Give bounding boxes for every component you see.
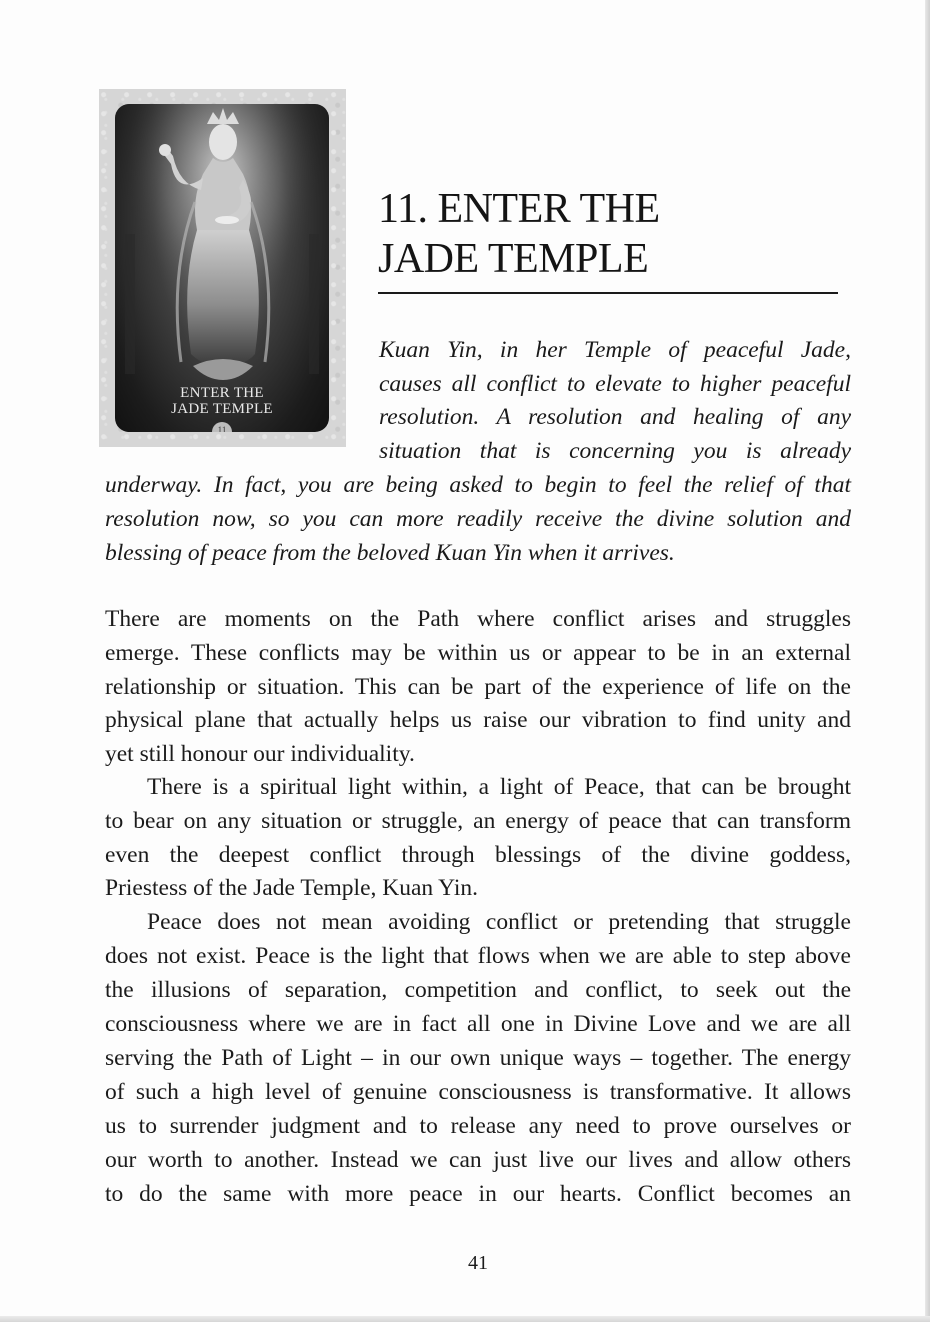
intro-line: causes all conflict to elevate to higher peaceful <box>379 371 851 397</box>
body-line: physical plane that actually helps us raise our vibration to find unity and <box>105 707 851 733</box>
page-bottom-shadow <box>0 1316 930 1322</box>
body-line: of such a high level of genuine consciousness is transformative. It allows <box>105 1079 851 1105</box>
heading-line1: 11. ENTER THE <box>378 186 660 232</box>
body-line: yet still honour our individuality. <box>105 741 415 767</box>
body-line: serving the Path of Light – in our own unique ways – together. The energy <box>105 1045 851 1071</box>
body-line: Peace does not mean avoiding conflict or pretending that struggle <box>147 909 851 935</box>
body-line: emerge. These conflicts may be within us or appear to be in an external <box>105 640 851 666</box>
intro-line: situation that is concerning you is already <box>379 438 851 464</box>
intro-line: resolution now, so you can more readily receive the divine solution and <box>105 506 851 532</box>
body-line: relationship or situation. This can be part of the experience of life on the <box>105 674 851 700</box>
body-line: us to surrender judgment and to release any need to prove ourselves or <box>105 1113 851 1139</box>
body-line: There are moments on the Path where conflict arises and struggles <box>105 606 851 632</box>
page-edge-shadow <box>925 0 930 1322</box>
body-line: does not exist. Peace is the light that flows when we are able to step above <box>105 943 851 969</box>
body-line: our worth to another. Instead we can just live our lives and allow others <box>105 1147 851 1173</box>
card-title-line2: JADE TEMPLE <box>171 401 273 417</box>
body-line: the illusions of separation, competition and conflict, to seek out the <box>105 977 851 1003</box>
body-line: Priestess of the Jade Temple, Kuan Yin. <box>105 875 478 901</box>
page-number: 41 <box>468 1252 488 1274</box>
body-line: to bear on any situation or struggle, an energy of peace that can transform <box>105 808 851 834</box>
oracle-card-image <box>99 89 346 447</box>
card-title-line1: ENTER THE <box>180 385 264 401</box>
body-line: even the deepest conflict through blessings of the divine goddess, <box>105 842 851 868</box>
intro-line: underway. In fact, you are being asked to begin to feel the relief of that <box>105 472 851 498</box>
card-title <box>115 385 329 417</box>
heading-line2: JADE TEMPLE <box>378 236 649 282</box>
body-line: consciousness where we are in fact all one in Divine Love and we are all <box>105 1011 851 1037</box>
body-line: to do the same with more peace in our hearts. Conflict becomes an <box>105 1181 851 1207</box>
card-face <box>115 104 329 432</box>
chapter-heading <box>378 184 838 284</box>
heading-rule <box>378 292 838 294</box>
body-line: There is a spiritual light within, a light of Peace, that can be brought <box>147 774 851 800</box>
card-number-badge: 11 <box>212 422 232 432</box>
intro-line: blessing of peace from the beloved Kuan Yin when it arrives. <box>105 540 675 566</box>
intro-line: resolution. A resolution and healing of any <box>379 404 851 430</box>
goddess-figure-illustration <box>115 104 329 432</box>
intro-line: Kuan Yin, in her Temple of peaceful Jade, <box>379 337 851 363</box>
